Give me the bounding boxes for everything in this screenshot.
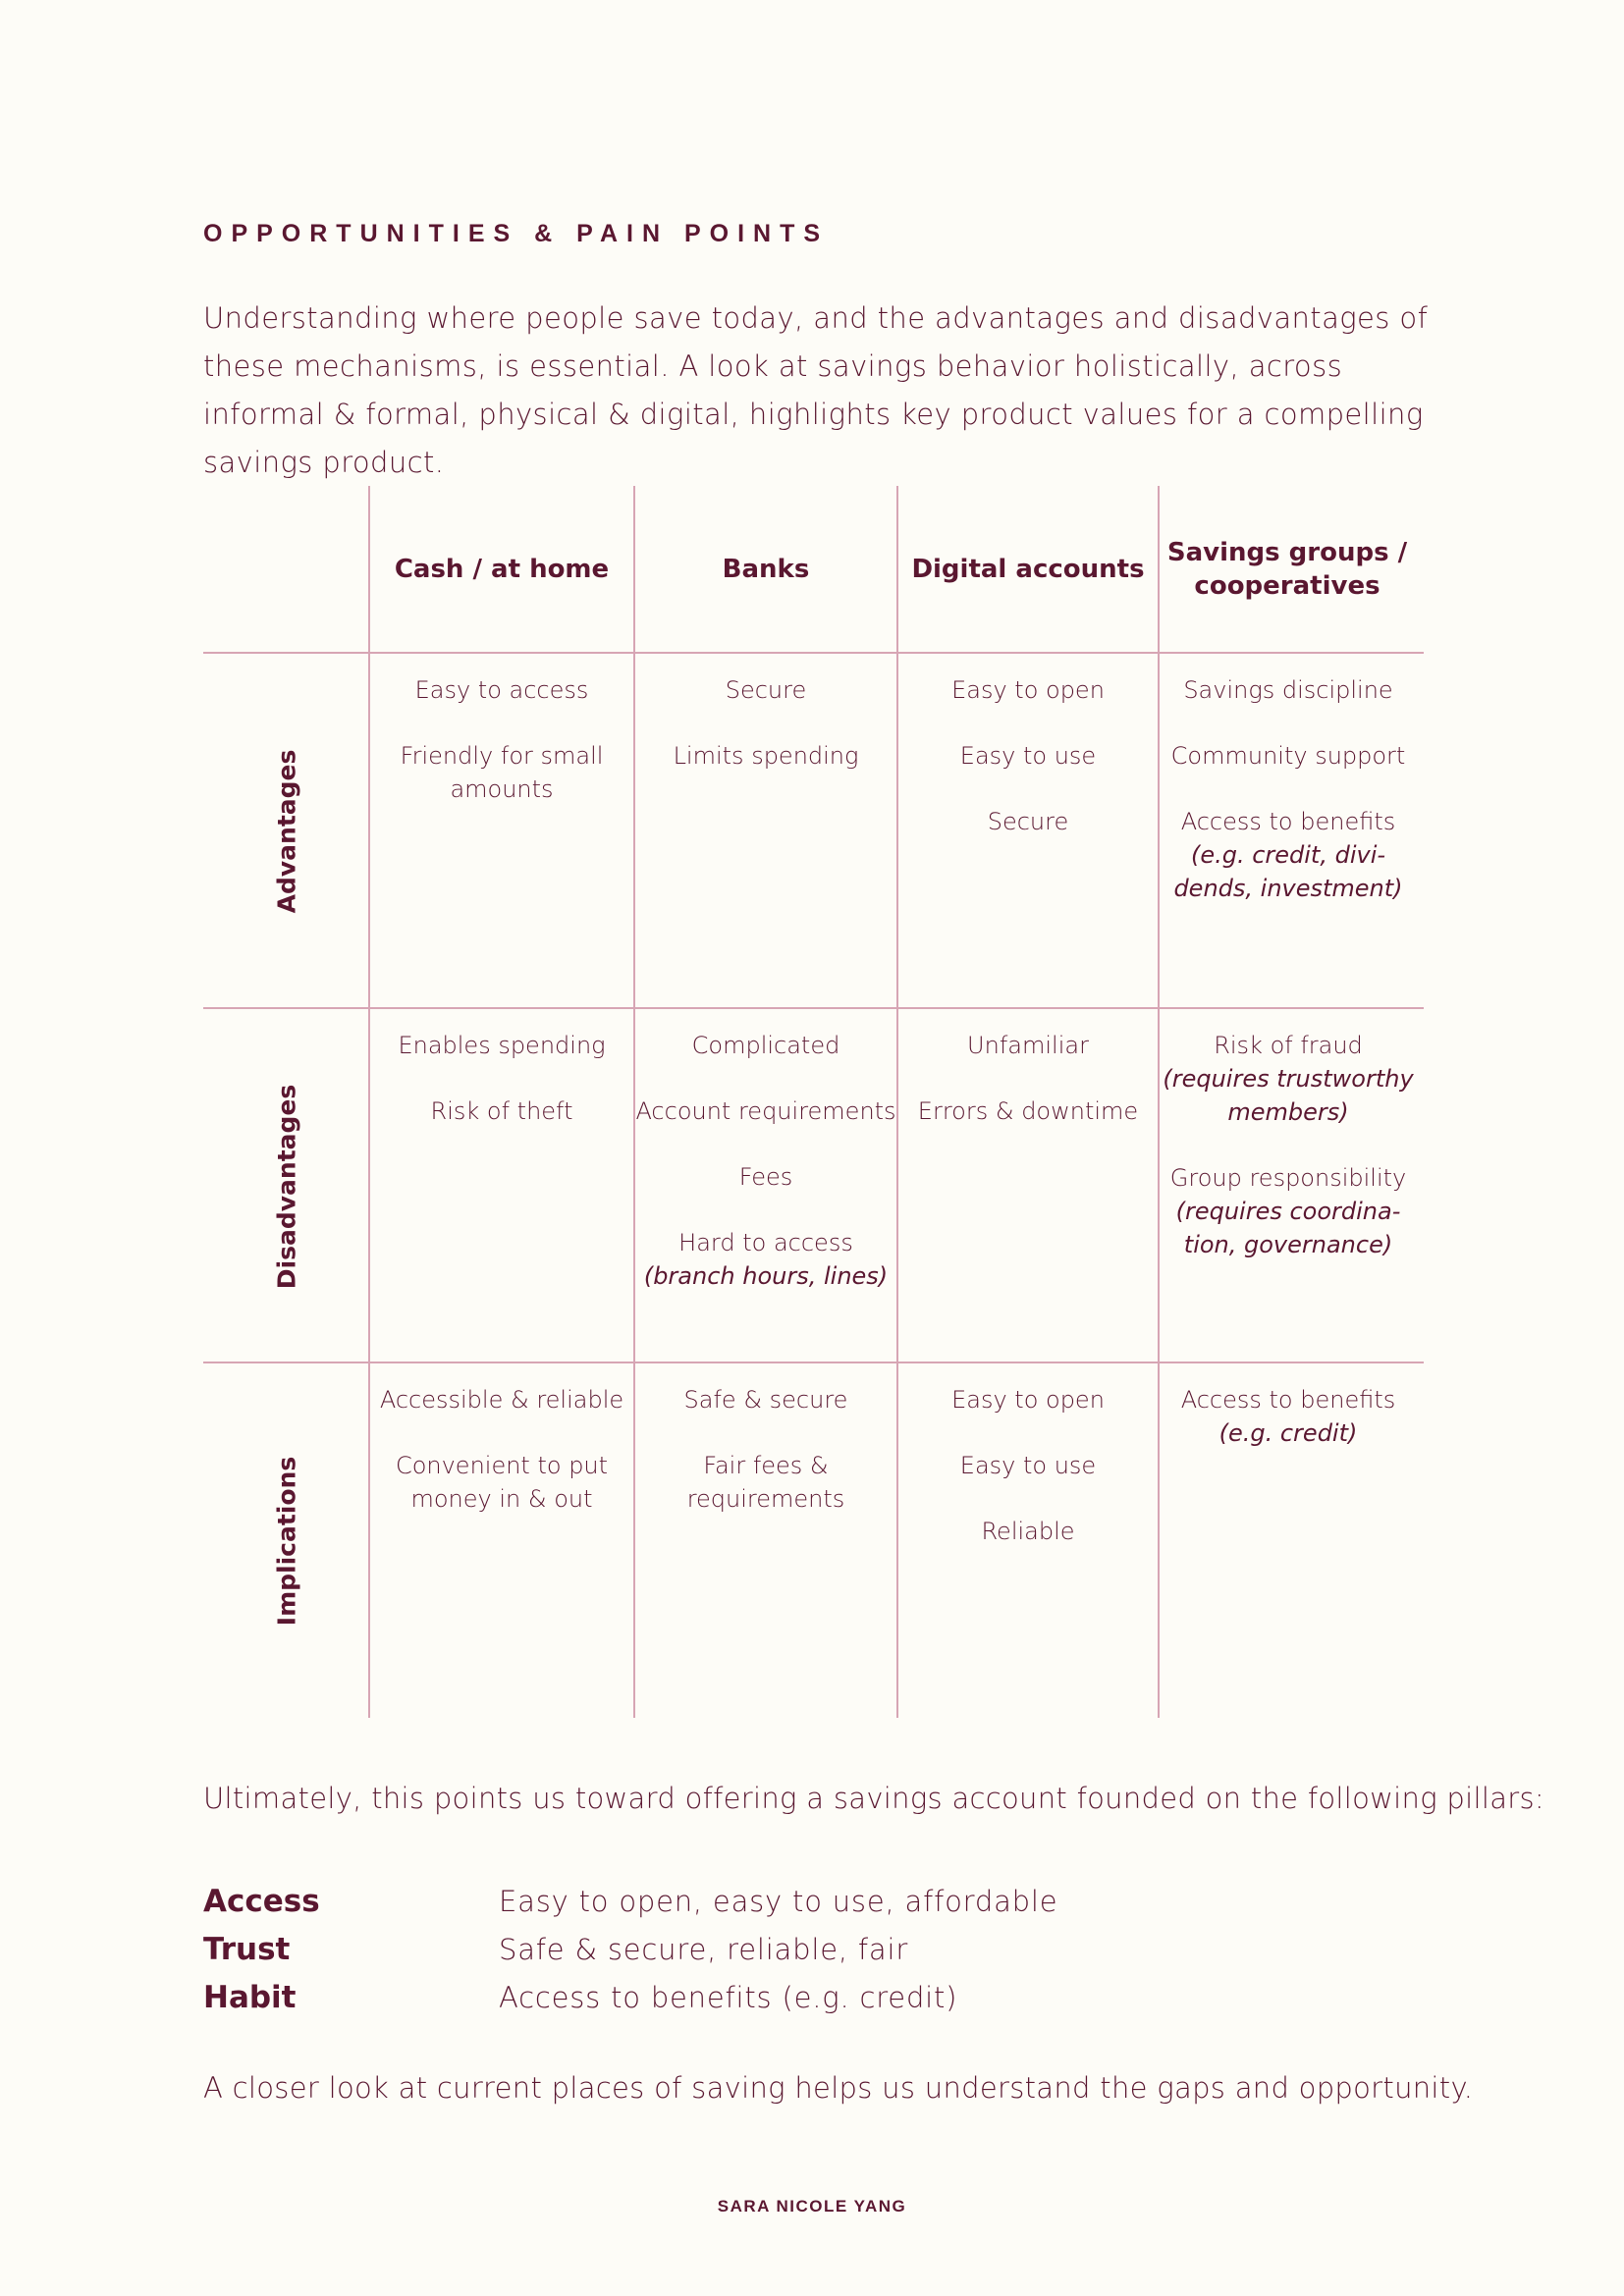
row-label-text: Advantages: [272, 749, 301, 913]
pillar-name: Access: [203, 1883, 320, 1919]
cell-item-text: Savings discipline: [1183, 676, 1393, 704]
column-header-cash: Cash / at home: [394, 555, 610, 584]
cell-item-text: Hard to access: [678, 1229, 853, 1256]
cell-item-note: (requires trustworthy members): [1163, 1065, 1414, 1126]
cell-item: [898, 1029, 1158, 1062]
row-label-advantages: [203, 654, 370, 1008]
table-cell: [898, 1363, 1158, 1580]
cell-item-text: Fees: [738, 1163, 793, 1191]
pillar-description: Safe & secure, reliable, fair: [499, 1932, 909, 1966]
footer-author: SARA NICOLE YANG: [717, 2197, 907, 2216]
cell-item: [898, 1449, 1158, 1482]
cell-item: [1160, 805, 1417, 905]
column-header-digital-accounts: Digital accounts: [911, 555, 1145, 584]
pillar-description: Easy to open, easy to use, affordable: [499, 1884, 1058, 1918]
cell-item-text: Easy to open: [951, 1386, 1105, 1414]
row-label-text: Implications: [272, 1456, 301, 1626]
cell-item: [635, 1226, 896, 1293]
pillar-description: Access to benefits (e.g. credit): [499, 1980, 958, 2014]
cell-item-text: Reliable: [981, 1518, 1075, 1545]
cell-item: [370, 1095, 633, 1128]
cell-item-text: Friendly for small amounts: [400, 742, 604, 803]
cell-item: [370, 673, 633, 707]
comparison-table: [203, 486, 1424, 1718]
cell-item-text: Secure: [725, 676, 807, 704]
cell-item: [370, 1383, 633, 1416]
cell-item: [370, 1449, 633, 1516]
cell-item-text: Errors & downtime: [917, 1097, 1139, 1125]
cell-item-text: Easy to access: [414, 676, 589, 704]
pillars-list: [203, 1877, 1057, 2021]
cell-item: [898, 673, 1158, 707]
row-label-text: Disadvantages: [272, 1084, 301, 1289]
cell-item: [370, 739, 633, 806]
cell-item: [898, 805, 1158, 838]
cell-item: [635, 1095, 896, 1128]
cell-item-note: (e.g. credit): [1218, 1419, 1358, 1447]
table-cell: [1160, 1009, 1417, 1294]
cell-item-text: Group responsibility: [1169, 1164, 1407, 1192]
table-cell: [370, 1009, 633, 1160]
table-cell: [898, 1009, 1158, 1160]
pillar-trust: [203, 1925, 1057, 1973]
cell-item: [1160, 1029, 1417, 1129]
table-cell: [1160, 654, 1417, 937]
cell-item: [1160, 1161, 1417, 1261]
pillar-name: Habit: [203, 1979, 297, 2015]
intro-paragraph: Understanding where people save today, and the advantages and disadvantages of these mechanisms, is essential. A look at savings behavior holistically, across informal & formal, physical & digital, highlights key product values for a compelling savings product.: [203, 301, 1429, 479]
cell-item: [898, 1515, 1158, 1548]
cell-item-text: Enables spending: [398, 1032, 606, 1059]
table-cell: [635, 654, 896, 805]
pillar-habit: [203, 1973, 1057, 2021]
table-cell: [1160, 1363, 1417, 1482]
cell-item-text: Safe & secure: [683, 1386, 848, 1414]
section-heading: OPPORTUNITIES & PAIN POINTS: [203, 220, 830, 247]
cell-item-note: (branch hours, lines): [643, 1262, 889, 1290]
cell-item-text: Account requirements: [635, 1097, 896, 1125]
cell-item: [635, 739, 896, 773]
table-cell: [370, 1363, 633, 1548]
table-cell: [635, 1009, 896, 1325]
cell-item-text: Easy to open: [951, 676, 1105, 704]
cell-item: [635, 1160, 896, 1194]
cell-item-text: Community support: [1170, 742, 1406, 770]
closing-paragraph: A closer look at current places of saving helps us understand the gaps and opportunity.: [203, 2071, 1474, 2105]
cell-item: [898, 1383, 1158, 1416]
cell-item-text: Secure: [987, 808, 1069, 835]
cell-item-text: Limits spending: [673, 742, 859, 770]
table-cell: [635, 1363, 896, 1548]
cell-item: [635, 1029, 896, 1062]
column-header-banks: Banks: [722, 555, 810, 584]
table-cell: [898, 654, 1158, 871]
cell-item-text: Easy to use: [959, 1452, 1097, 1479]
row-label-implications: [203, 1363, 370, 1718]
cell-item: [635, 673, 896, 707]
cell-item: [635, 1383, 896, 1416]
cell-item: [1160, 673, 1417, 707]
pillar-access: [203, 1877, 1057, 1925]
column-header-savings-groups: Savings groups / cooperatives: [1166, 538, 1408, 601]
cell-item-text: Complicated: [691, 1032, 840, 1059]
pillar-name: Trust: [203, 1931, 291, 1967]
cell-item-text: Access to benefits: [1180, 808, 1396, 835]
cell-item-text: Risk of theft: [430, 1097, 573, 1125]
cell-item-note: (e.g. credit, divi-dends, investment): [1173, 841, 1403, 902]
cell-item-text: Unfamiliar: [967, 1032, 1089, 1059]
pillars-intro: Ultimately, this points us toward offering a savings account founded on the following pillars:: [203, 1782, 1544, 1815]
cell-item-text: Accessible & reliable: [379, 1386, 624, 1414]
cell-item-text: Risk of fraud: [1214, 1032, 1363, 1059]
cell-item: [1160, 739, 1417, 773]
cell-item-text: Easy to use: [959, 742, 1097, 770]
cell-item-text: Fair fees & requirements: [686, 1452, 845, 1513]
cell-item: [898, 1095, 1158, 1128]
row-label-disadvantages: [203, 1009, 370, 1363]
cell-item-text: Convenient to put money in & out: [395, 1452, 609, 1513]
cell-item: [898, 739, 1158, 773]
cell-item: [635, 1449, 896, 1516]
cell-item-note: (requires coordina-tion, governance): [1175, 1198, 1401, 1258]
cell-item-text: Access to benefits: [1180, 1386, 1396, 1414]
table-cell: [370, 654, 633, 838]
cell-item: [1160, 1383, 1417, 1450]
cell-item: [370, 1029, 633, 1062]
